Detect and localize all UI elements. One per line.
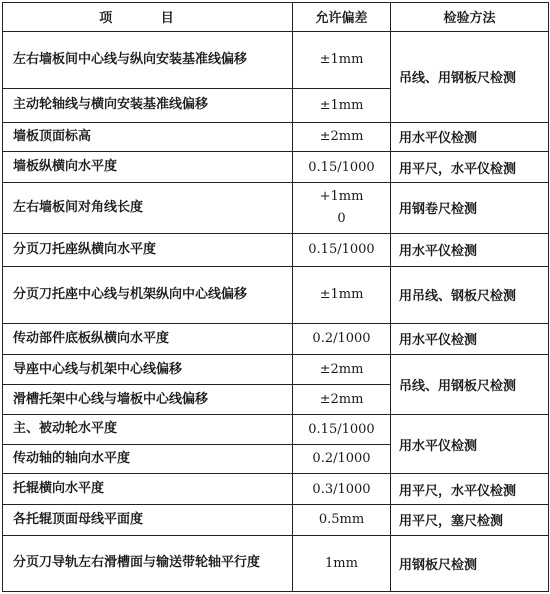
method-cell: 用钢板尺检测: [391, 535, 549, 591]
table-row: [3, 504, 549, 535]
item-cell: 墙板顶面标高: [3, 122, 293, 152]
table-row: [3, 266, 549, 323]
tolerance-cell: 0.15/1000: [293, 415, 391, 445]
table-row: [3, 324, 549, 355]
table-row: [3, 415, 549, 445]
item-cell: 传动轴的轴向水平度: [3, 444, 293, 474]
table-row: [3, 474, 549, 505]
table-row: [3, 31, 549, 88]
item-cell: 左右墙板间中心线与纵向安装基准线偏移: [3, 31, 293, 88]
tolerance-cell: ±2mm: [293, 122, 391, 152]
item-cell: 导座中心线与机架中心线偏移: [3, 354, 293, 385]
method-cell: 用水平仪检测: [391, 122, 549, 152]
method-cell: 用水平仪检测: [391, 415, 549, 474]
tolerance-upper: +1mm: [319, 188, 364, 204]
table-row: [3, 354, 549, 385]
tolerance-cell: 0.2/1000: [293, 444, 391, 474]
item-cell: 滑槽托架中心线与墙板中心线偏移: [3, 385, 293, 415]
method-cell: 用平尺，塞尺检测: [391, 504, 549, 535]
method-cell: 用水平仪检测: [391, 324, 549, 355]
item-cell: 分页刀托座纵横向水平度: [3, 234, 293, 267]
table-row: [3, 152, 549, 183]
inspection-table: [2, 2, 549, 592]
item-cell: 主动轮轴线与横向安装基准线偏移: [3, 88, 293, 122]
method-cell: 用平尺，水平仪检测: [391, 474, 549, 505]
header-tolerance: 允许偏差: [293, 3, 391, 32]
tolerance-cell: [293, 182, 391, 233]
method-cell: 吊线、用钢板尺检测: [391, 354, 549, 414]
table-row: [3, 234, 549, 267]
tolerance-cell: ±1mm: [293, 266, 391, 323]
table-row: [3, 182, 549, 233]
item-cell: 左右墙板间对角线长度: [3, 182, 293, 233]
tolerance-lower: 0: [337, 210, 346, 226]
method-cell: 吊线、用钢板尺检测: [391, 31, 549, 122]
tolerance-cell: 0.2/1000: [293, 324, 391, 355]
item-cell: 墙板纵横向水平度: [3, 152, 293, 183]
header-method: 检验方法: [391, 3, 549, 32]
item-cell: 主、被动轮水平度: [3, 415, 293, 445]
item-cell: 分页刀导轨左右滑槽面与输送带轮轴平行度: [3, 535, 293, 591]
table-row: [3, 535, 549, 591]
method-cell: 用水平仪检测: [391, 234, 549, 267]
tolerance-cell: 0.15/1000: [293, 234, 391, 267]
item-cell: 传动部件底板纵横向水平度: [3, 324, 293, 355]
method-cell: 用吊线、钢板尺检测: [391, 266, 549, 323]
method-cell: 用平尺，水平仪检测: [391, 152, 549, 183]
tolerance-cell: ±1mm: [293, 88, 391, 122]
table-header-row: [3, 3, 549, 32]
tolerance-cell: 0.3/1000: [293, 474, 391, 505]
tolerance-cell: 0.5mm: [293, 504, 391, 535]
tolerance-cell: ±1mm: [293, 31, 391, 88]
item-cell: 各托辊顶面母线平面度: [3, 504, 293, 535]
method-cell: 用钢卷尺检测: [391, 182, 549, 233]
tolerance-cell: 1mm: [293, 535, 391, 591]
tolerance-cell: ±2mm: [293, 354, 391, 385]
item-cell: 分页刀托座中心线与机架纵向中心线偏移: [3, 266, 293, 323]
header-item: 项 目: [3, 3, 293, 32]
item-cell: 托辊横向水平度: [3, 474, 293, 505]
tolerance-cell: ±2mm: [293, 385, 391, 415]
tolerance-cell: 0.15/1000: [293, 152, 391, 183]
table-row: [3, 122, 549, 152]
